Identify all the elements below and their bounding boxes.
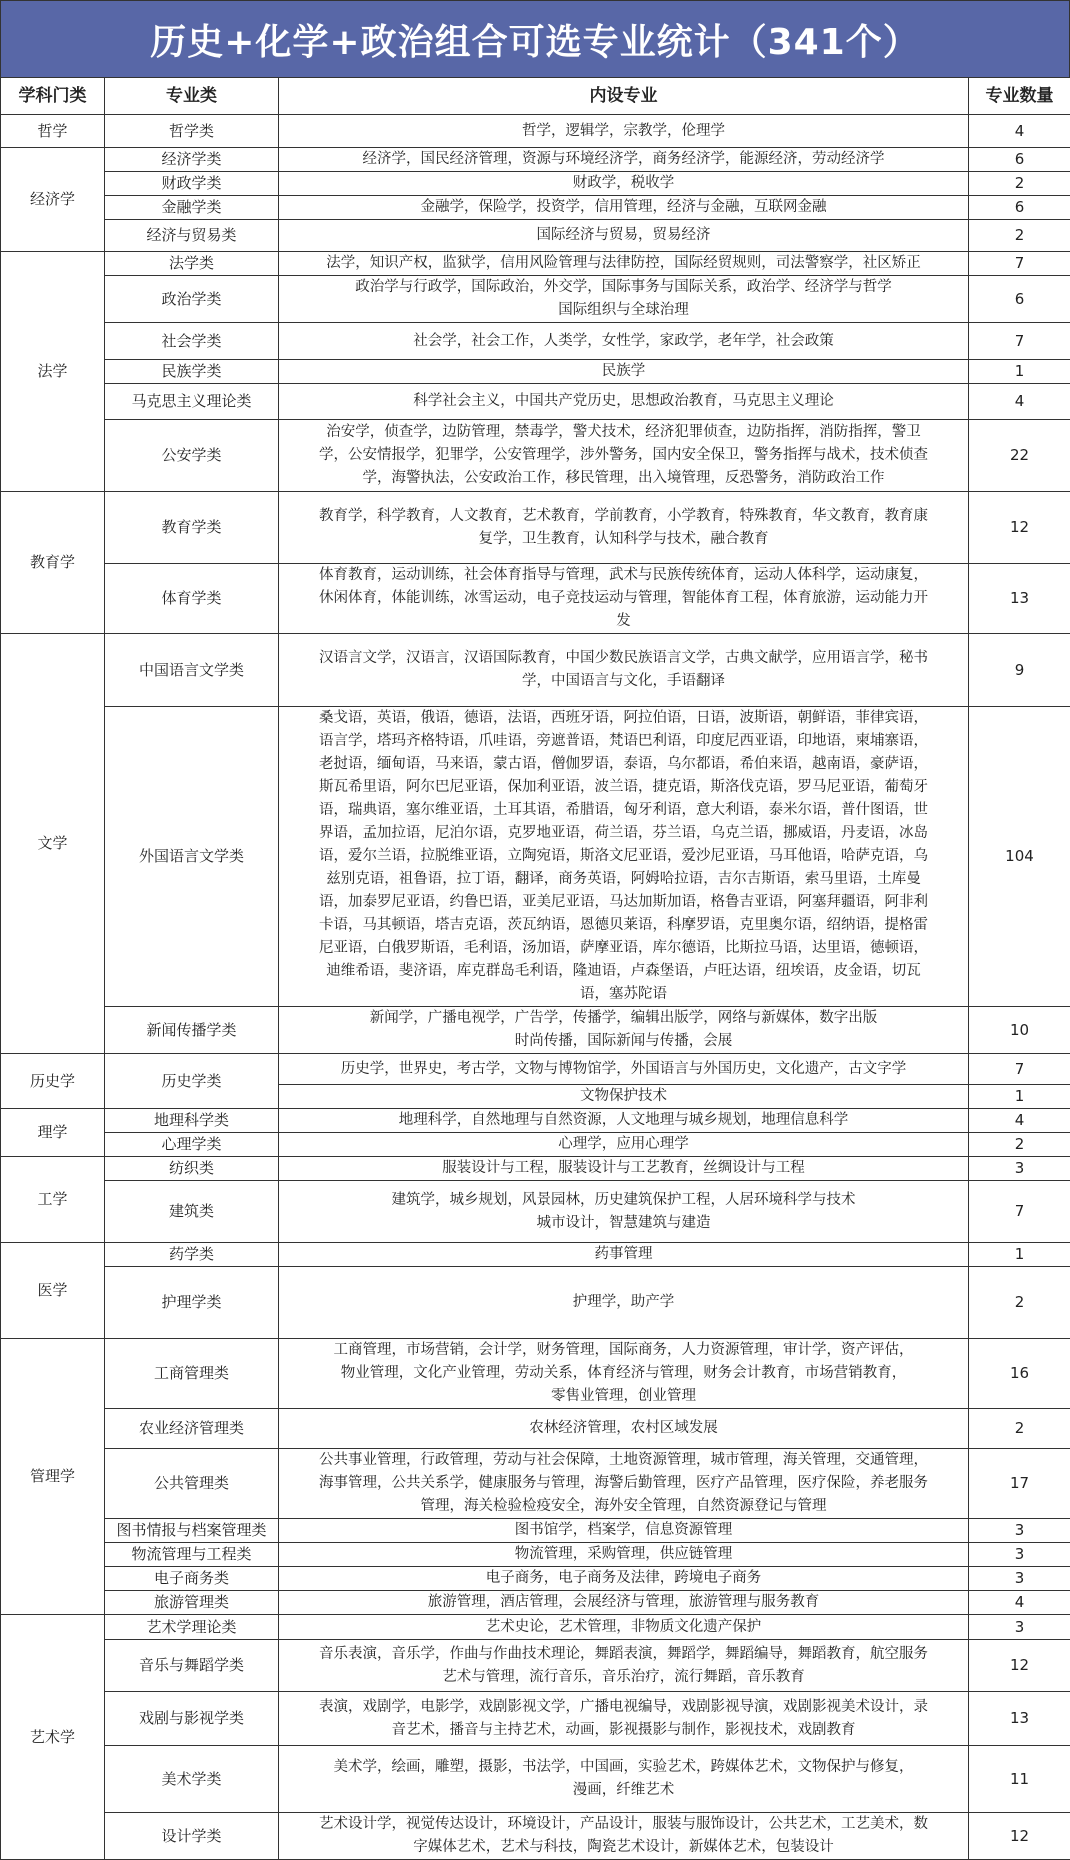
count-cell: 4	[969, 1109, 1070, 1133]
majors-cell: 治安学，侦查学，边防管理，禁毒学，警犬技术，经济犯罪侦查，边防指挥，消防指挥，警卫 学，公安情报学，犯罪学，公安管理学，涉外警务，国内安全保卫，警务指挥与战术，技术侦查 学，海警执法，公安政治工作，移民管理，出入境管理，反恐警务，消防政治工作	[279, 420, 969, 492]
category-cell: 马克思主义理论类	[105, 384, 279, 420]
table-row	[1, 420, 1070, 492]
category-cell: 图书情报与档案管理类	[105, 1519, 279, 1543]
category-cell: 纺织类	[105, 1157, 279, 1181]
category-cell: 公共管理类	[105, 1449, 279, 1519]
header-count: 专业数量	[969, 78, 1070, 115]
table-row	[1, 1615, 1070, 1640]
category-cell: 农业经济管理类	[105, 1409, 279, 1449]
table-row	[1, 323, 1070, 360]
count-cell: 3	[969, 1543, 1070, 1567]
header-category: 专业类	[105, 78, 279, 115]
discipline-cell: 工学	[1, 1157, 105, 1243]
majors-cell: 文物保护技术	[279, 1085, 969, 1109]
table-row	[1, 1746, 1070, 1813]
table-row	[1, 1157, 1070, 1181]
count-cell: 12	[969, 492, 1070, 564]
count-cell: 3	[969, 1157, 1070, 1181]
count-cell: 17	[969, 1449, 1070, 1519]
majors-cell: 科学社会主义，中国共产党历史，思想政治教育，马克思主义理论	[279, 384, 969, 420]
majors-cell: 财政学，税收学	[279, 172, 969, 196]
majors-cell: 电子商务，电子商务及法律，跨境电子商务	[279, 1567, 969, 1591]
majors-cell: 国际经济与贸易，贸易经济	[279, 220, 969, 252]
majors-cell: 心理学，应用心理学	[279, 1133, 969, 1157]
table-row	[1, 252, 1070, 276]
count-cell: 7	[969, 1181, 1070, 1243]
majors-cell: 汉语言文学，汉语言，汉语国际教育，中国少数民族语言文学，古典文献学，应用语言学，秘书 学，中国语言与文化，手语翻译	[279, 634, 969, 707]
category-cell: 美术学类	[105, 1746, 279, 1813]
table-row	[1, 220, 1070, 252]
majors-cell: 工商管理，市场营销，会计学，财务管理，国际商务，人力资源管理，审计学，资产评估， 物业管理，文化产业管理，劳动关系，体育经济与管理，财务会计教育，市场营销教育， 零售业管理，创业管理	[279, 1339, 969, 1409]
category-cell: 新闻传播学类	[105, 1007, 279, 1054]
table-row	[1, 1409, 1070, 1449]
majors-cell: 表演，戏剧学，电影学，戏剧影视文学，广播电视编导，戏剧影视导演，戏剧影视美术设计，录 音艺术，播音与主持艺术，动画，影视摄影与制作，影视技术，戏剧教育	[279, 1692, 969, 1746]
discipline-cell: 经济学	[1, 148, 105, 252]
table-row	[1, 384, 1070, 420]
category-cell: 社会学类	[105, 323, 279, 360]
discipline-cell: 教育学	[1, 492, 105, 634]
table-row	[1, 1339, 1070, 1409]
category-cell: 地理科学类	[105, 1109, 279, 1133]
majors-cell: 音乐表演，音乐学，作曲与作曲技术理论，舞蹈表演，舞蹈学，舞蹈编导，舞蹈教育，航空服务 艺术与管理，流行音乐，音乐治疗，流行舞蹈，音乐教育	[279, 1640, 969, 1692]
count-cell: 6	[969, 196, 1070, 220]
discipline-cell: 历史学	[1, 1054, 105, 1109]
count-cell: 10	[969, 1007, 1070, 1054]
majors-cell: 地理科学，自然地理与自然资源，人文地理与城乡规划，地理信息科学	[279, 1109, 969, 1133]
majors-cell: 药事管理	[279, 1243, 969, 1267]
count-cell: 2	[969, 1267, 1070, 1339]
count-cell: 22	[969, 420, 1070, 492]
majors-cell: 护理学，助产学	[279, 1267, 969, 1339]
page-title: 历史+化学+政治组合可选专业统计（341个）	[0, 0, 1070, 77]
count-cell: 3	[969, 1567, 1070, 1591]
majors-cell: 金融学，保险学，投资学，信用管理，经济与金融，互联网金融	[279, 196, 969, 220]
majors-cell: 经济学，国民经济管理，资源与环境经济学，商务经济学，能源经济，劳动经济学	[279, 148, 969, 172]
category-cell: 药学类	[105, 1243, 279, 1267]
majors-cell: 服装设计与工程，服装设计与工艺教育，丝绸设计与工程	[279, 1157, 969, 1181]
count-cell: 4	[969, 115, 1070, 148]
discipline-cell: 艺术学	[1, 1615, 105, 1860]
majors-cell: 体育教育，运动训练，社会体育指导与管理，武术与民族传统体育，运动人体科学，运动康复， 休闲体育，体能训练，冰雪运动，电子竞技运动与管理，智能体育工程，体育旅游，运动能力开 发	[279, 564, 969, 634]
majors-cell: 社会学，社会工作，人类学，女性学，家政学，老年学，社会政策	[279, 323, 969, 360]
discipline-cell: 文学	[1, 634, 105, 1054]
table-row	[1, 276, 1070, 323]
discipline-cell: 管理学	[1, 1339, 105, 1615]
table-body	[1, 115, 1070, 1860]
majors-cell: 艺术设计学，视觉传达设计，环境设计，产品设计，服装与服饰设计，公共艺术，工艺美术，数 字媒体艺术，艺术与科技，陶瓷艺术设计，新媒体艺术，包装设计	[279, 1813, 969, 1860]
majors-cell: 桑戈语，英语，俄语，德语，法语，西班牙语，阿拉伯语，日语，波斯语，朝鲜语，菲律宾语， 语言学，塔玛齐格特语，爪哇语，旁遮普语，梵语巴利语，印度尼西亚语，印地语，柬埔寨语， 老挝语，缅甸语，马来语，蒙古语，僧伽罗语，泰语，乌尔都语，希伯来语，越南语，豪萨语， 斯瓦希里语，阿尔巴尼亚语，保加利亚语，波兰语，捷克语，斯洛伐克语，罗马尼亚语，葡萄牙 语，瑞典语，塞尔维亚语，土耳其语，希腊语，匈牙利语，意大利语，泰米尔语，普什图语，世 界语，孟加拉语，尼泊尔语，克罗地亚语，荷兰语，芬兰语，乌克兰语，挪威语，丹麦语，冰岛 语，爱尔兰语，拉脱维亚语，立陶宛语，斯洛文尼亚语，爱沙尼亚语，马耳他语，哈萨克语，乌 兹别克语，祖鲁语，拉丁语，翻译，商务英语，阿姆哈拉语，吉尔吉斯语，索马里语，土库曼 语，加泰罗尼亚语，约鲁巴语，亚美尼亚语，马达加斯加语，格鲁吉亚语，阿塞拜疆语，阿非利 卡语，马其顿语，塔吉克语，茨瓦纳语，恩德贝莱语，科摩罗语，克里奥尔语，绍纳语，提格雷 尼亚语，白俄罗斯语，毛利语，汤加语，萨摩亚语，库尔德语，比斯拉马语，达里语，德顿语， 迪维希语，斐济语，库克群岛毛利语，隆迪语，卢森堡语，卢旺达语，纽埃语，皮金语，切瓦 语，塞苏陀语	[279, 707, 969, 1007]
count-cell: 7	[969, 252, 1070, 276]
count-cell: 7	[969, 1054, 1070, 1085]
category-cell: 设计学类	[105, 1813, 279, 1860]
category-cell: 艺术学理论类	[105, 1615, 279, 1640]
majors-cell: 法学，知识产权，监狱学，信用风险管理与法律防控，国际经贸规则，司法警察学，社区矫正	[279, 252, 969, 276]
count-cell: 12	[969, 1640, 1070, 1692]
table-row	[1, 1519, 1070, 1543]
category-cell: 电子商务类	[105, 1567, 279, 1591]
category-cell: 外国语言文学类	[105, 707, 279, 1007]
category-cell: 旅游管理类	[105, 1591, 279, 1615]
discipline-cell: 理学	[1, 1109, 105, 1157]
count-cell: 7	[969, 323, 1070, 360]
table-row	[1, 1640, 1070, 1692]
count-cell: 2	[969, 1409, 1070, 1449]
count-cell: 13	[969, 1692, 1070, 1746]
count-cell: 2	[969, 1133, 1070, 1157]
table-row	[1, 360, 1070, 384]
table-row	[1, 1133, 1070, 1157]
category-cell: 戏剧与影视学类	[105, 1692, 279, 1746]
count-cell: 6	[969, 148, 1070, 172]
count-cell: 2	[969, 172, 1070, 196]
table-row	[1, 196, 1070, 220]
category-cell: 建筑类	[105, 1181, 279, 1243]
majors-cell: 艺术史论，艺术管理，非物质文化遗产保护	[279, 1615, 969, 1640]
majors-cell: 历史学，世界史，考古学，文物与博物馆学，外国语言与外国历史，文化遗产，古文字学	[279, 1054, 969, 1085]
category-cell: 教育学类	[105, 492, 279, 564]
majors-cell: 民族学	[279, 360, 969, 384]
discipline-cell: 法学	[1, 252, 105, 492]
table-row	[1, 1109, 1070, 1133]
majors-cell: 公共事业管理，行政管理，劳动与社会保障，土地资源管理，城市管理，海关管理，交通管理， 海事管理，公共关系学，健康服务与管理，海警后勤管理，医疗产品管理，医疗保险，养老服务 管理，海关检验检疫安全，海外安全管理，自然资源登记与管理	[279, 1449, 969, 1519]
majors-cell: 新闻学，广播电视学，广告学，传播学，编辑出版学，网络与新媒体，数字出版 时尚传播，国际新闻与传播，会展	[279, 1007, 969, 1054]
table-row	[1, 1243, 1070, 1267]
table-row	[1, 1591, 1070, 1615]
count-cell: 11	[969, 1746, 1070, 1813]
category-cell: 中国语言文学类	[105, 634, 279, 707]
category-cell: 音乐与舞蹈学类	[105, 1640, 279, 1692]
category-cell: 法学类	[105, 252, 279, 276]
count-cell: 4	[969, 384, 1070, 420]
count-cell: 6	[969, 276, 1070, 323]
table-row	[1, 1692, 1070, 1746]
category-cell: 经济与贸易类	[105, 220, 279, 252]
table-row	[1, 634, 1070, 707]
table-row	[1, 1007, 1070, 1054]
count-cell: 3	[969, 1519, 1070, 1543]
majors-cell: 哲学，逻辑学，宗教学，伦理学	[279, 115, 969, 148]
header-majors: 内设专业	[279, 78, 969, 115]
category-cell: 工商管理类	[105, 1339, 279, 1409]
category-cell: 心理学类	[105, 1133, 279, 1157]
category-cell: 护理学类	[105, 1267, 279, 1339]
table-row	[1, 1567, 1070, 1591]
count-cell: 2	[969, 220, 1070, 252]
count-cell: 13	[969, 564, 1070, 634]
category-cell: 金融学类	[105, 196, 279, 220]
discipline-cell: 哲学	[1, 115, 105, 148]
category-cell: 财政学类	[105, 172, 279, 196]
majors-cell: 教育学，科学教育，人文教育，艺术教育，学前教育，小学教育，特殊教育，华文教育，教育康 复学，卫生教育，认知科学与技术，融合教育	[279, 492, 969, 564]
count-cell: 4	[969, 1591, 1070, 1615]
header-discipline: 学科门类	[1, 78, 105, 115]
table-row	[1, 707, 1070, 1007]
majors-table	[0, 77, 1070, 1860]
majors-cell: 建筑学，城乡规划，风景园林，历史建筑保护工程，人居环境科学与技术 城市设计，智慧建筑与建造	[279, 1181, 969, 1243]
category-cell: 历史学类	[105, 1054, 279, 1109]
category-cell: 政治学类	[105, 276, 279, 323]
majors-cell: 农林经济管理，农村区域发展	[279, 1409, 969, 1449]
count-cell: 1	[969, 1243, 1070, 1267]
count-cell: 12	[969, 1813, 1070, 1860]
table-row	[1, 148, 1070, 172]
table-row	[1, 1449, 1070, 1519]
majors-cell: 旅游管理，酒店管理，会展经济与管理，旅游管理与服务教育	[279, 1591, 969, 1615]
count-cell: 1	[969, 360, 1070, 384]
table-row	[1, 1181, 1070, 1243]
table-row	[1, 115, 1070, 148]
category-cell: 公安学类	[105, 420, 279, 492]
count-cell: 1	[969, 1085, 1070, 1109]
table-row	[1, 1543, 1070, 1567]
discipline-cell: 医学	[1, 1243, 105, 1339]
count-cell: 104	[969, 707, 1070, 1007]
majors-cell: 政治学与行政学，国际政治，外交学，国际事务与国际关系，政治学、经济学与哲学 国际组织与全球治理	[279, 276, 969, 323]
category-cell: 民族学类	[105, 360, 279, 384]
table-row	[1, 1813, 1070, 1860]
count-cell: 3	[969, 1615, 1070, 1640]
table-row	[1, 1267, 1070, 1339]
category-cell: 哲学类	[105, 115, 279, 148]
category-cell: 物流管理与工程类	[105, 1543, 279, 1567]
table-header-row	[1, 78, 1070, 115]
table-row	[1, 492, 1070, 564]
count-cell: 16	[969, 1339, 1070, 1409]
category-cell: 体育学类	[105, 564, 279, 634]
majors-cell: 美术学，绘画，雕塑，摄影，书法学，中国画，实验艺术，跨媒体艺术，文物保护与修复， 漫画，纤维艺术	[279, 1746, 969, 1813]
category-cell: 经济学类	[105, 148, 279, 172]
table-row	[1, 564, 1070, 634]
table-row	[1, 172, 1070, 196]
majors-cell: 图书馆学，档案学，信息资源管理	[279, 1519, 969, 1543]
majors-cell: 物流管理，采购管理，供应链管理	[279, 1543, 969, 1567]
count-cell: 9	[969, 634, 1070, 707]
table-row	[1, 1054, 1070, 1085]
